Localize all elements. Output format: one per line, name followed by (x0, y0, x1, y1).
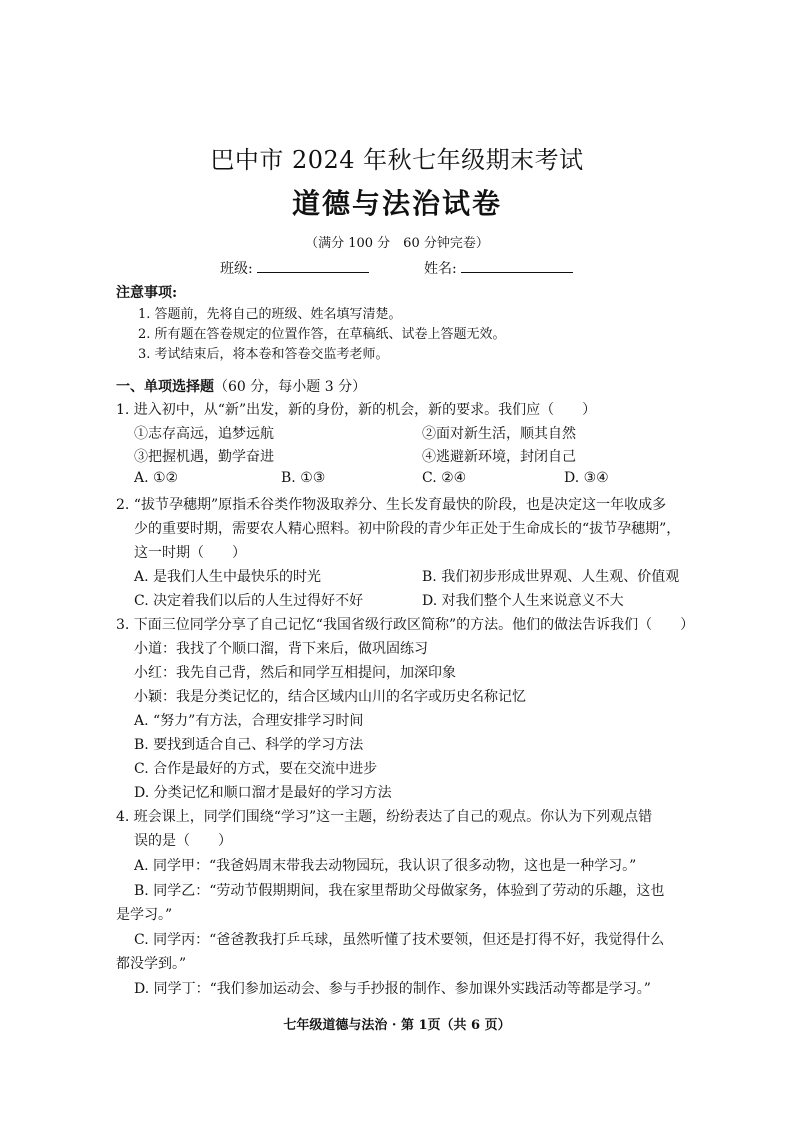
q2-option-b: B. 我们初步形成世界观、人生观、价值观 (422, 569, 680, 585)
q1-statement: ④逃避新环境，封闭自己 (422, 449, 576, 465)
section-title: 一、单项选择题 (116, 379, 214, 395)
page-footer: 七年级道德与法治 · 第 1页（共 6 页） (283, 1018, 511, 1033)
name-label: 姓名: (424, 261, 457, 277)
q2-stem-line: 少的重要时期，需要农人精心照料。初中阶段的青少年正处于生命成长的“拔节孕穗期”， (134, 521, 681, 537)
q4-stem-line: 4. 班会课上，同学们围绕“学习”这一主题，纷纷表达了自己的观点。你认为下列观点错 (116, 809, 653, 825)
section-detail: （60 分，每小题 3 分） (214, 379, 367, 395)
q2-stem-line: 这一时期（ ） (134, 545, 246, 561)
q3-student-line: 小颖：我是分类记忆的，结合区域内山川的名字或历史名称记忆 (134, 689, 526, 705)
q1-statement: ①志存高远，追梦远航 (134, 426, 274, 442)
q2-stem-line: 2. “拔节孕穗期”原指禾谷类作物汲取养分、生长发育最快的阶段，也是决定这一年收成多 (116, 497, 667, 513)
q3-option-d: D. 分类记忆和顺口溜才是最好的学习方法 (134, 785, 392, 801)
q4-option-a: A. 同学甲：“我爸妈周末带我去动物园玩，我认识了很多动物，这也是一种学习。” (134, 858, 637, 874)
q2-option-d: D. 对我们整个人生来说意义不大 (422, 593, 624, 609)
q3-stem-line: 3. 下面三位同学分享了自己记忆“我国省级行政区简称”的方法。他们的做法告诉我们（ ） (116, 617, 695, 633)
q3-option-b: B. 要找到适合自己、科学的学习方法 (134, 737, 364, 753)
q4-option-b-cont: 是学习。” (116, 907, 173, 923)
q3-student-line: 小道：我找了个顺口溜，背下来后，做巩固练习 (134, 641, 428, 657)
q1-option-c: C. ②④ (422, 470, 467, 486)
section-heading (116, 376, 366, 396)
q1-option-d: D. ③④ (564, 470, 609, 486)
note-item: 3. 考试结束后，将本卷和答卷交监考老师。 (138, 347, 389, 362)
note-item: 2. 所有题在答卷规定的位置作答，在草稿纸、试卷上答题无效。 (138, 327, 506, 342)
q4-option-d: D. 同学丁：“我们参加运动会、参与手抄报的制作、参加课外实践活动等都是学习。” (134, 981, 651, 997)
q1-option-b: B. ①③ (281, 470, 326, 486)
q4-stem-line: 误的是（ ） (134, 833, 232, 849)
q2-option-c: C. 决定着我们以后的人生过得好不好 (134, 593, 364, 609)
q2-option-a: A. 是我们人生中最快乐的时光 (134, 569, 322, 585)
class-blank (257, 260, 369, 273)
q1-statement: ②面对新生活，顺其自然 (422, 426, 576, 442)
name-field (424, 258, 573, 278)
q1-option-a: A. ①② (134, 470, 179, 486)
q4-option-b: B. 同学乙：“劳动节假期期间，我在家里帮助父母做家务，体验到了劳动的乐趣，这也 (134, 883, 665, 899)
q3-student-line: 小红：我先自己背，然后和同学互相提问，加深印象 (134, 665, 456, 681)
name-blank (461, 260, 573, 273)
q3-option-c: C. 合作是最好的方式，要在交流中进步 (134, 761, 378, 777)
q4-option-c: C. 同学丙：“爸爸教我打乒乓球，虽然听懂了技术要领，但还是打得不好，我觉得什么 (134, 932, 665, 948)
note-item: 1. 答题前，先将自己的班级、姓名填写清楚。 (138, 307, 402, 322)
q4-option-c-cont: 都没学到。” (116, 956, 187, 972)
notes-heading: 注意事项: (116, 285, 178, 301)
class-label: 班级: (220, 261, 253, 277)
exam-title: 巴中市 2024 年秋七年级期末考试 (210, 146, 584, 174)
exam-subtitle: （满分 100 分 60 分钟完卷） (305, 236, 489, 251)
q1-stem: 1. 进入初中，从“新”出发，新的身份，新的机会，新的要求。我们应（ ） (116, 402, 597, 418)
subject-title: 道德与法治试卷 (291, 187, 502, 220)
q3-option-a: A. “努力”有方法，合理安排学习时间 (134, 713, 364, 729)
q1-statement: ③把握机遇，勤学奋进 (134, 449, 274, 465)
class-field (220, 258, 369, 278)
